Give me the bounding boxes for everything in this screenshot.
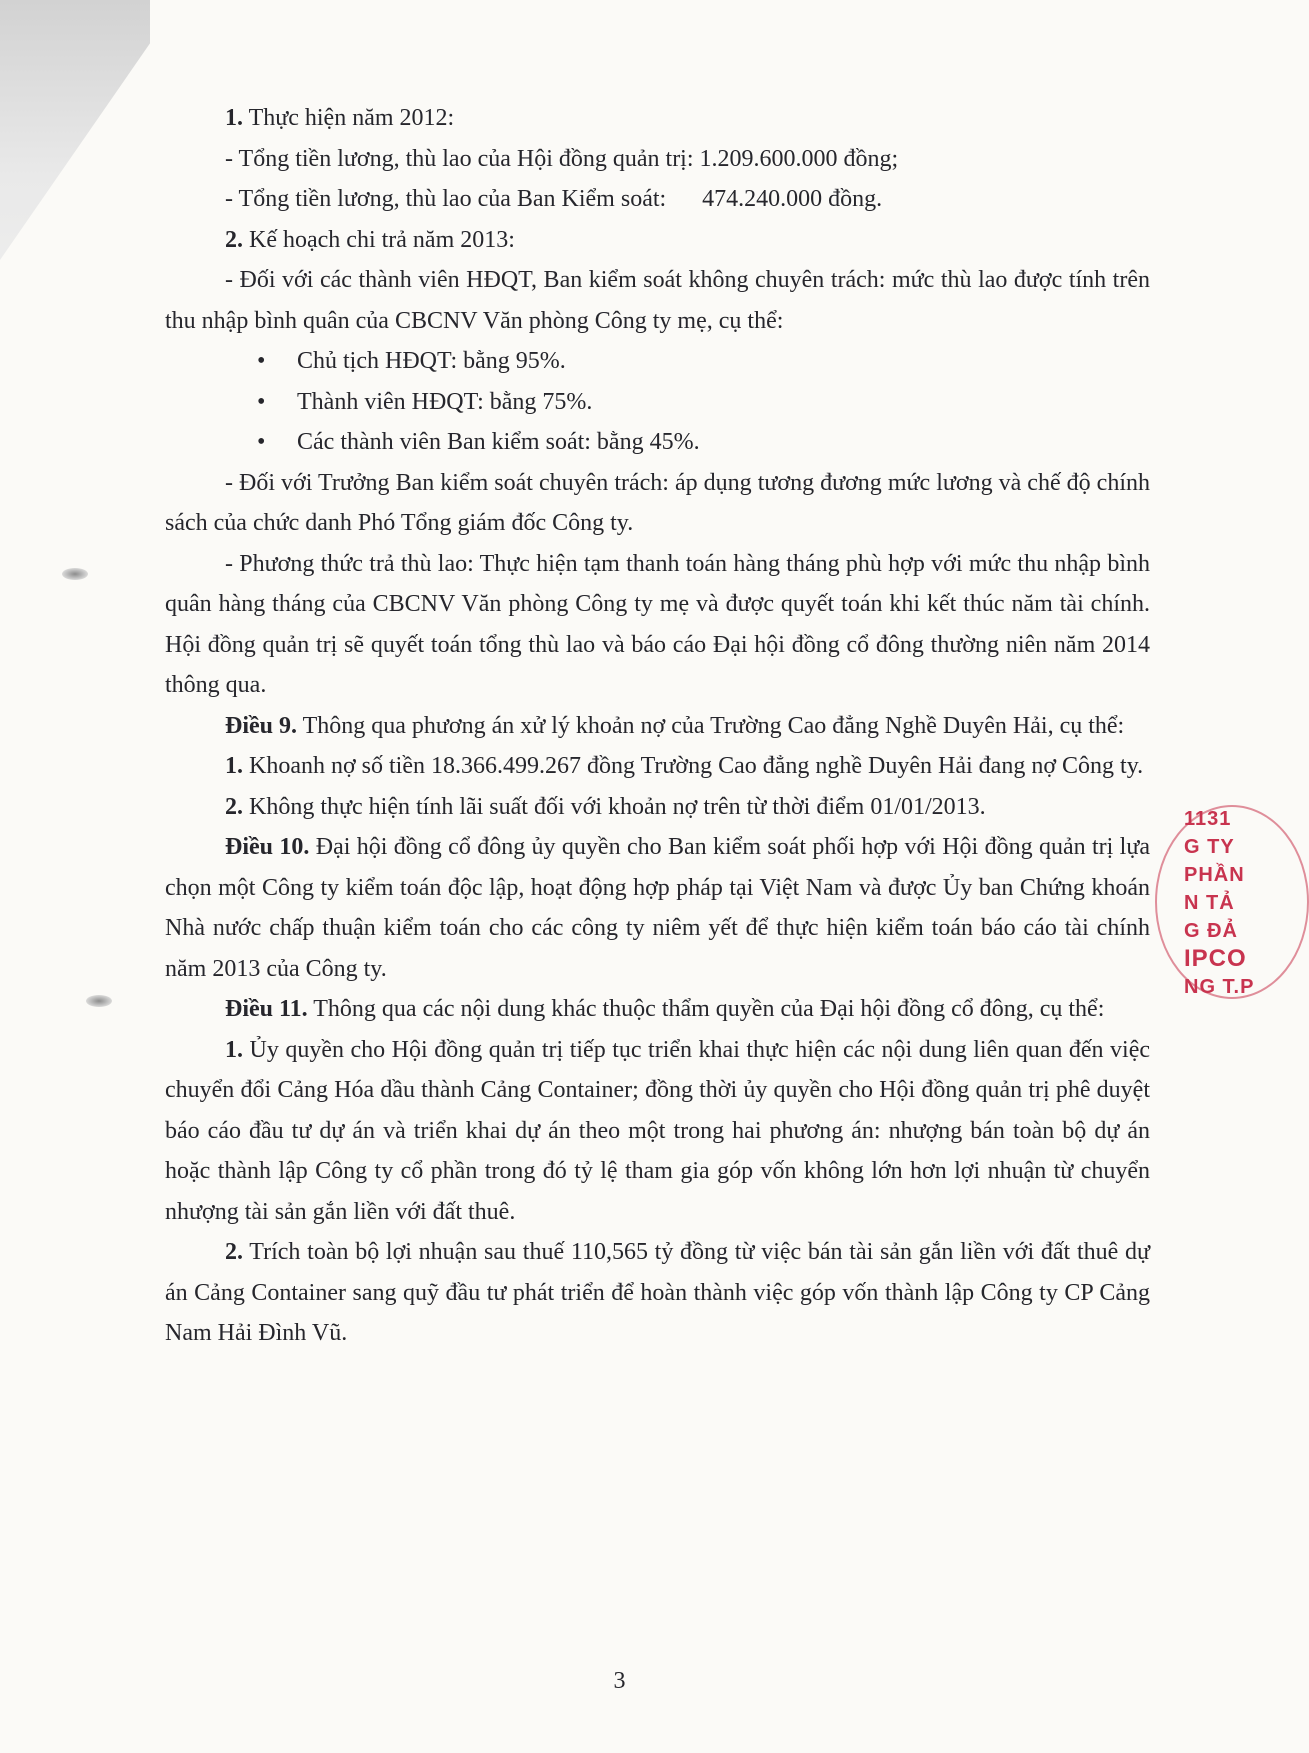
bullet-item: • Chủ tịch HĐQT: bằng 95%.: [257, 348, 566, 374]
article-10-paragraph: Điều 10. Đại hội đồng cổ đông ủy quyền cho Ban kiểm soát phối hợp với Hội đồng quản trị lựa chọn một Công ty kiểm toán độc lập, hoạt động hợp pháp tại Việt Nam và được Ủy ban Chứng khoán Nhà nước chấp thuận kiểm toán cho các công ty niêm yết để thực hiện kiểm toán báo cáo tài chính năm 2013 của Công ty.: [165, 834, 1150, 982]
article-9-item-2: 2. Không thực hiện tính lãi suất đối với khoản nợ trên từ thời điểm 01/01/2013.: [225, 793, 986, 820]
punch-hole-mark: [62, 568, 88, 580]
section-1-heading: 1. Thực hiện năm 2012:: [225, 105, 455, 131]
page-number: 3: [613, 1668, 626, 1694]
bullet-item: • Các thành viên Ban kiểm soát: bằng 45%.: [257, 429, 700, 455]
stamp-text: NG T.P: [1184, 976, 1255, 998]
document-body: [165, 98, 1150, 1354]
stamp-text: G TY: [1184, 836, 1235, 858]
article-11-item-2: 2. Trích toàn bộ lợi nhuận sau thuế 110,565 tỷ đồng từ việc bán tài sản gắn liền với đất thuê dự án Cảng Container sang quỹ đầu tư phát triển để hoàn thành việc góp vốn thành lập Công ty CP Cảng Nam Hải Đình Vũ.: [165, 1239, 1150, 1346]
non-dedicated-members-paragraph: - Đối với các thành viên HĐQT, Ban kiểm soát không chuyên trách: mức thù lao được tính trên thu nhập bình quân của CBCNV Văn phòng Công ty mẹ, cụ thể:: [165, 267, 1150, 334]
stamp-text: G ĐẢ: [1184, 920, 1238, 942]
payment-method-paragraph: - Phương thức trả thù lao: Thực hiện tạm thanh toán hàng tháng phù hợp với mức thu nhập bình quân hàng tháng của CBCNV Văn phòng Công ty mẹ và được quyết toán khi kết thúc năm tài chính. Hội đồng quản trị sẽ quyết toán tổng thù lao và báo cáo Đại hội đồng cổ đông thường niên năm 2014 thông qua.: [165, 550, 1150, 698]
stamp-text: IPCO: [1184, 945, 1247, 972]
article-11-heading: Điều 11. Thông qua các nội dung khác thuộc thẩm quyền của Đại hội đồng cổ đông, cụ thể:: [225, 996, 1105, 1022]
company-seal-stamp: [1176, 805, 1255, 998]
punch-hole-mark: [86, 995, 112, 1007]
supervisory-salary-line: - Tổng tiền lương, thù lao của Ban Kiểm soát: 474.240.000 đồng.: [225, 186, 883, 212]
stamp-text: N TẢ: [1184, 892, 1235, 914]
bullet-item: • Thành viên HĐQT: bằng 75%.: [257, 388, 593, 415]
section-2-heading: 2. Kế hoạch chi trả năm 2013:: [225, 226, 515, 253]
page-fold-shadow: [0, 0, 150, 1753]
article-9-heading: Điều 9. Thông qua phương án xử lý khoản nợ của Trường Cao đẳng Nghề Duyên Hải, cụ thể:: [225, 712, 1125, 739]
article-11-item-1: 1. Ủy quyền cho Hội đồng quản trị tiếp tục triển khai thực hiện các nội dung liên quan đến việc chuyển đổi Cảng Hóa dầu thành Cảng Container; đồng thời ủy quyền cho Hội đồng quản trị phê duyệt báo cáo đầu tư dự án và triển khai dự án theo một trong hai phương án: nhượng bán toàn bộ dự án hoặc thành lập Công ty cổ phần trong đó tỷ lệ tham gia góp vốn không lớn hơn lợi nhuận từ chuyển nhượng tài sản gắn liền với đất thuê.: [165, 1036, 1150, 1225]
head-of-supervisory-paragraph: - Đối với Trưởng Ban kiểm soát chuyên trách: áp dụng tương đương mức lương và chế độ chính sách của chức danh Phó Tổng giám đốc Công ty.: [165, 469, 1150, 536]
stamp-text: 1131: [1184, 808, 1232, 830]
stamp-text: PHẦN: [1184, 864, 1245, 886]
remuneration-bullet-list: [165, 341, 1150, 463]
board-salary-line: - Tổng tiền lương, thù lao của Hội đồng quản trị: 1.209.600.000 đồng;: [225, 145, 899, 172]
article-9-item-1: 1. Khoanh nợ số tiền 18.366.499.267 đồng Trường Cao đẳng nghề Duyên Hải đang nợ Công ty.: [225, 753, 1144, 779]
